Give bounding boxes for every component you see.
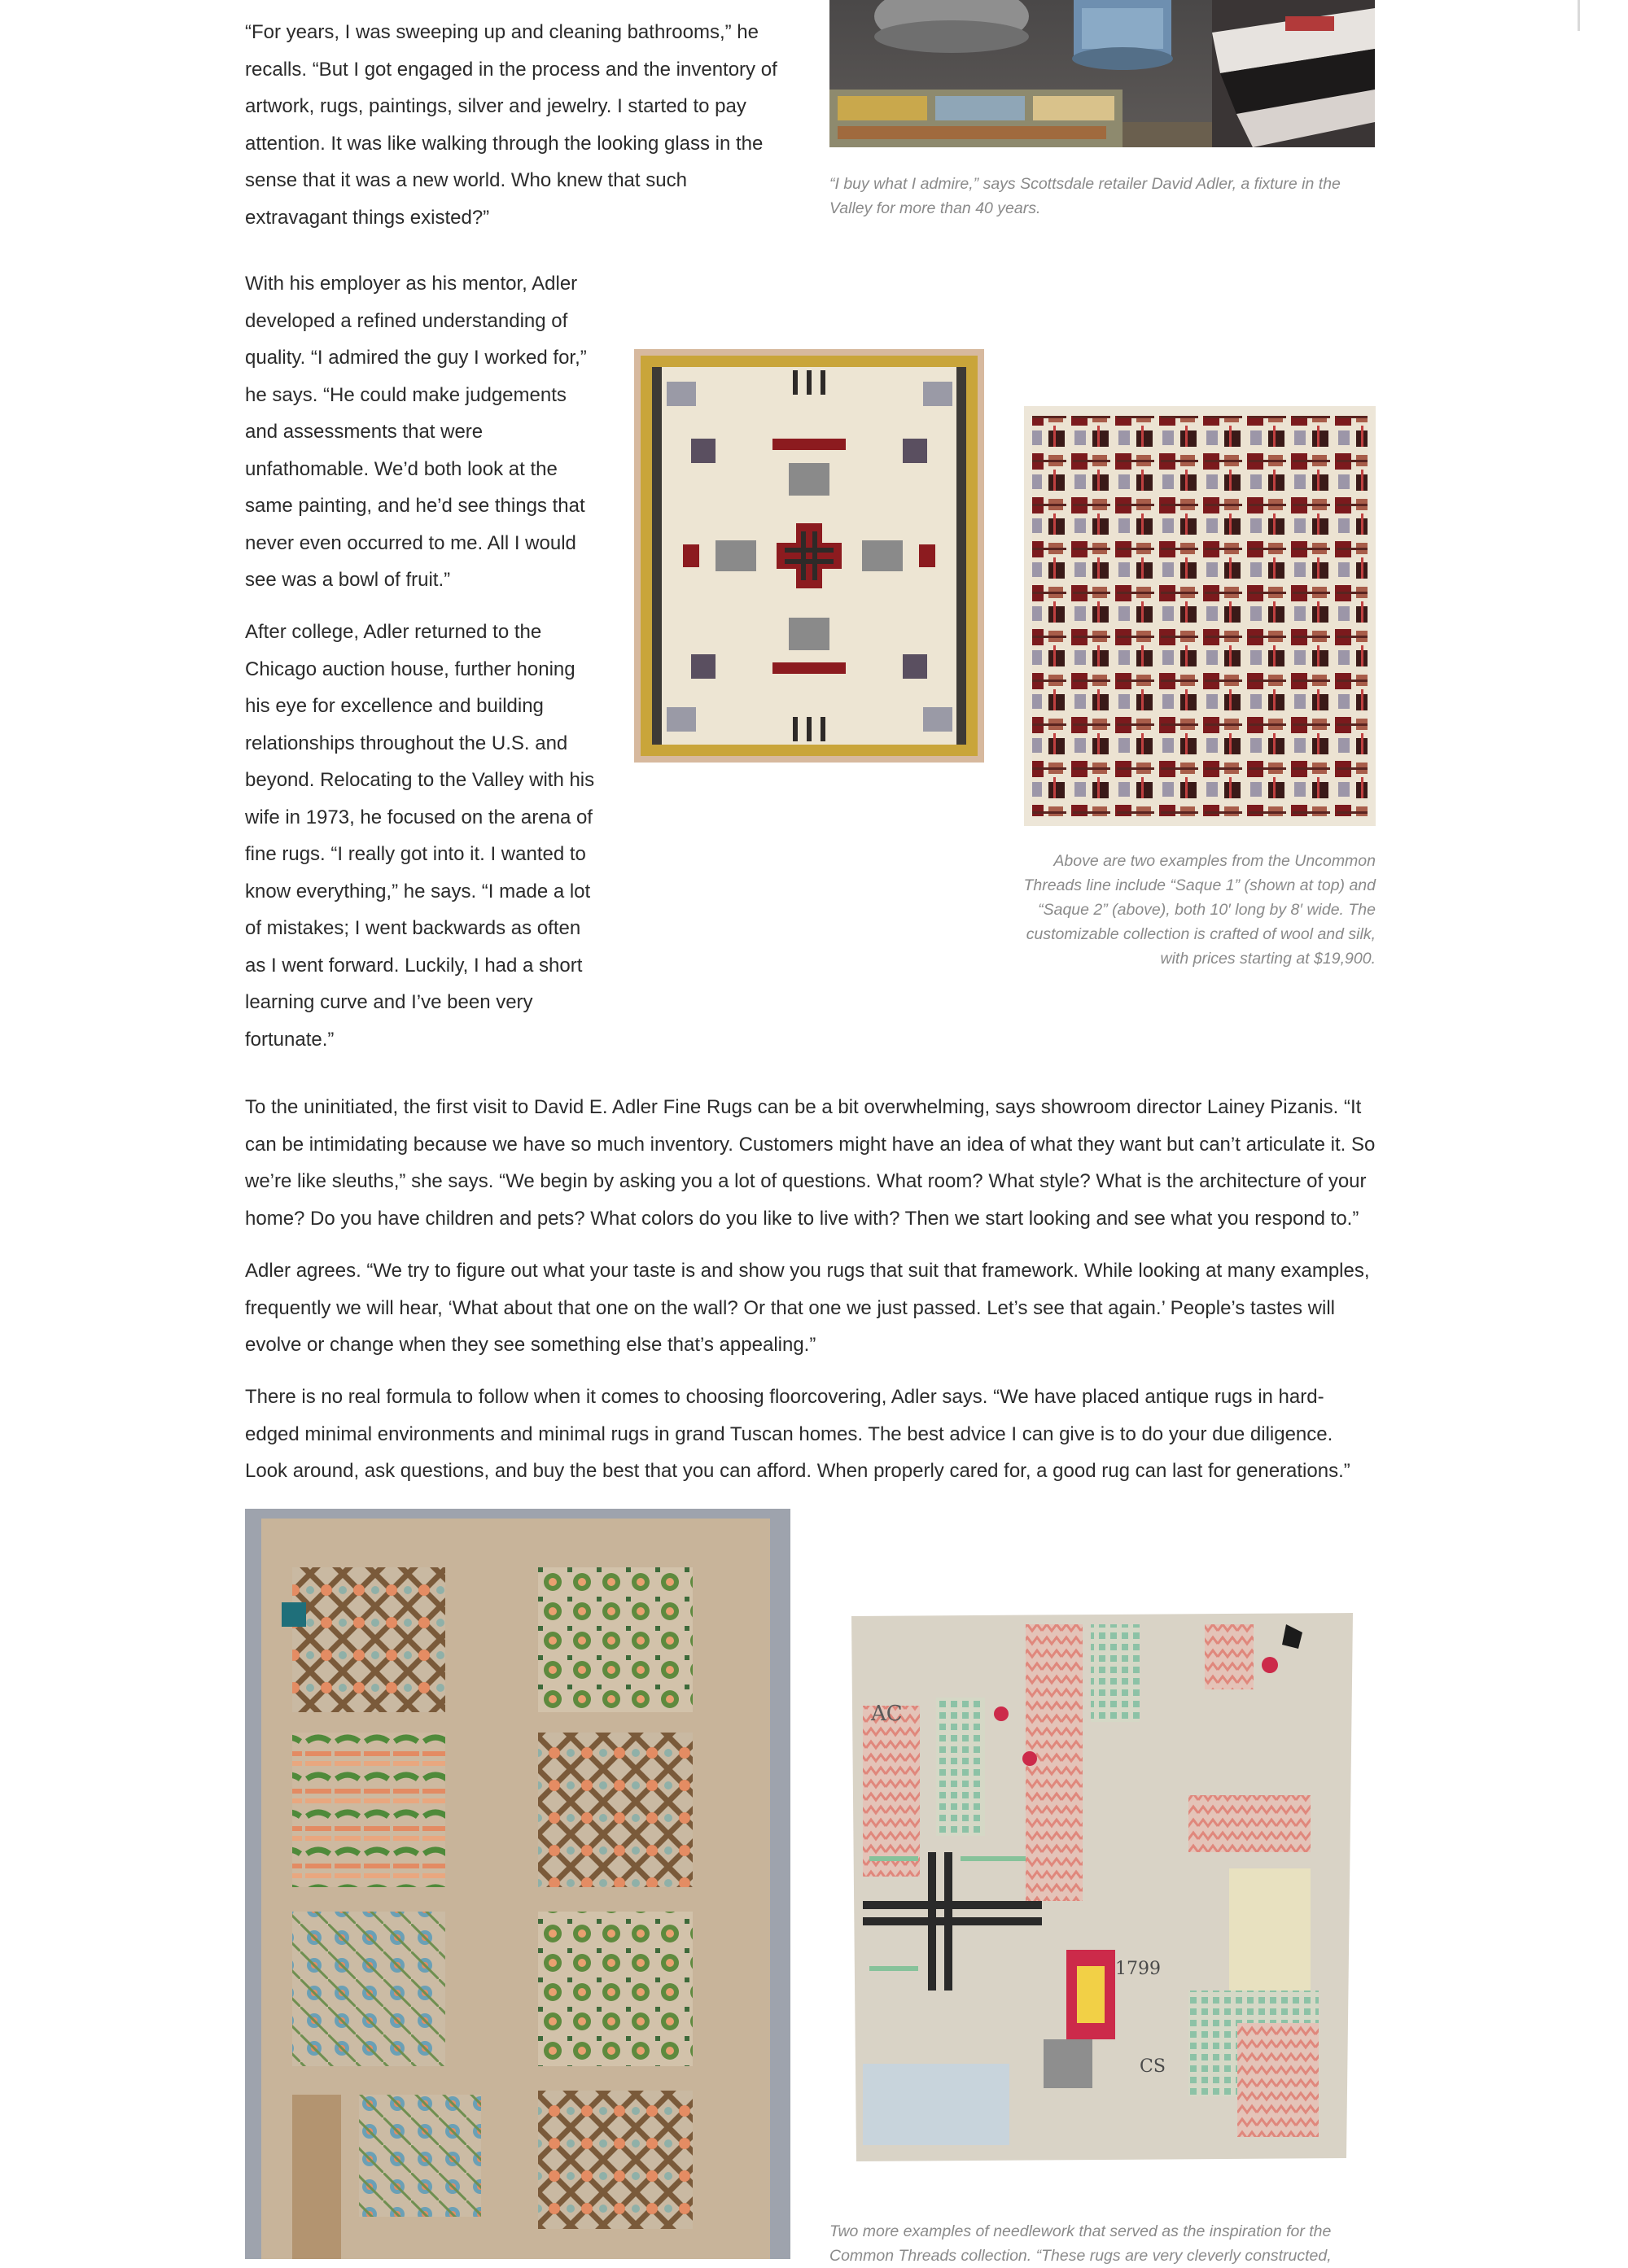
needlework-caption: Two more examples of needlework that served as the inspiration for the Common Threads collection. “These rugs are very cleverly constructed, <box>829 2222 1332 2265</box>
article-paragraph-2: With his employer as his mentor, Adler developed a refined understanding of quality. “I admired the guy I worked for,” he says. “He could make judgements and assessments that were unfathomable. We’d both look at the same painting, and he’d see things that never even occurred to me. All I would see was a bowl of fruit.” <box>245 273 587 591</box>
article-paragraph-3: After college, Adler returned to the Chicago auction house, further honing his eye for excellence and building relationships throughout the U.S. and beyond. Relocating to the Valley with his wife in 1973, he focused on the arena of fine rugs. “I really got into it. I wanted to know everything,” he says. “I made a lot of mistakes; I went backwards as often as I went forward. Luckily, I had a short learning curve and I’ve been very fortunate.” <box>245 621 595 1051</box>
sampler-year: 1799 <box>1115 1959 1161 1979</box>
adler-showroom-photo <box>829 0 1375 147</box>
needlework-sampler-1-image <box>245 1509 790 2259</box>
article-paragraph-6: There is no real formula to follow when it comes to choosing floorcovering, Adler says. “We have placed antique rugs in hard-edged minimal environments and minimal rugs in grand Tuscan homes. The best advice I can give is to do your due diligence. Look around, ask questions, and buy the best that you can afford. When properly cared for, a good rug can last for generations.” <box>245 1386 1350 1482</box>
sampler-initials-cs: CS <box>1140 2056 1166 2077</box>
article-paragraph-4: To the uninitiated, the first visit to David E. Adler Fine Rugs can be a bit overwhelming, says showroom director Lainey Pizanis. “It can be intimidating because we have so much inventory. Customers might have an idea of what they want but can’t articulate it. So we’re like sleuths,” she says. “We begin by asking you a lot of questions. What room? What style? What is the architecture of your home? Do you have children and pets? What colors do you like to live with? Then we start looking and see what you respond to.” <box>245 1096 1376 1230</box>
page-edge-mark <box>1578 0 1580 31</box>
adler-photo-caption: “I buy what I admire,” says Scottsdale retailer David Adler, a fixture in the Valley for more than 40 years. <box>829 175 1341 217</box>
rug-saque-2-image <box>1024 406 1376 826</box>
sampler-initials-ac: AC <box>871 1702 903 1726</box>
needlework-sampler-2-image <box>847 1608 1358 2165</box>
saque-rugs-caption: Above are two examples from the Uncommon Threads line include “Saque 1” (shown at top) and “Saque 2” (above), both 10′ long by 8′ wide. The customizable collection is crafted of wool and silk, with prices starting at $19,900. <box>1023 852 1376 968</box>
rug-saque-1-image <box>634 349 984 763</box>
article-paragraph-5: Adler agrees. “We try to figure out what your taste is and show you rugs that suit that framework. While looking at many examples, frequently we will hear, ‘What about that one on the wall? Or that one we just passed. Let’s see that again.’ People’s tastes will evolve or change when they see something else that’s appealing.” <box>245 1260 1370 1356</box>
article-paragraph-1: “For years, I was sweeping up and cleaning bathrooms,” he recalls. “But I got engaged in the process and the inventory of artwork, rugs, paintings, silver and jewelry. I started to pay attention. It was like walking through the looking glass in the sense that it was a new world. Who knew that such extravagant things existed?” <box>245 21 777 229</box>
